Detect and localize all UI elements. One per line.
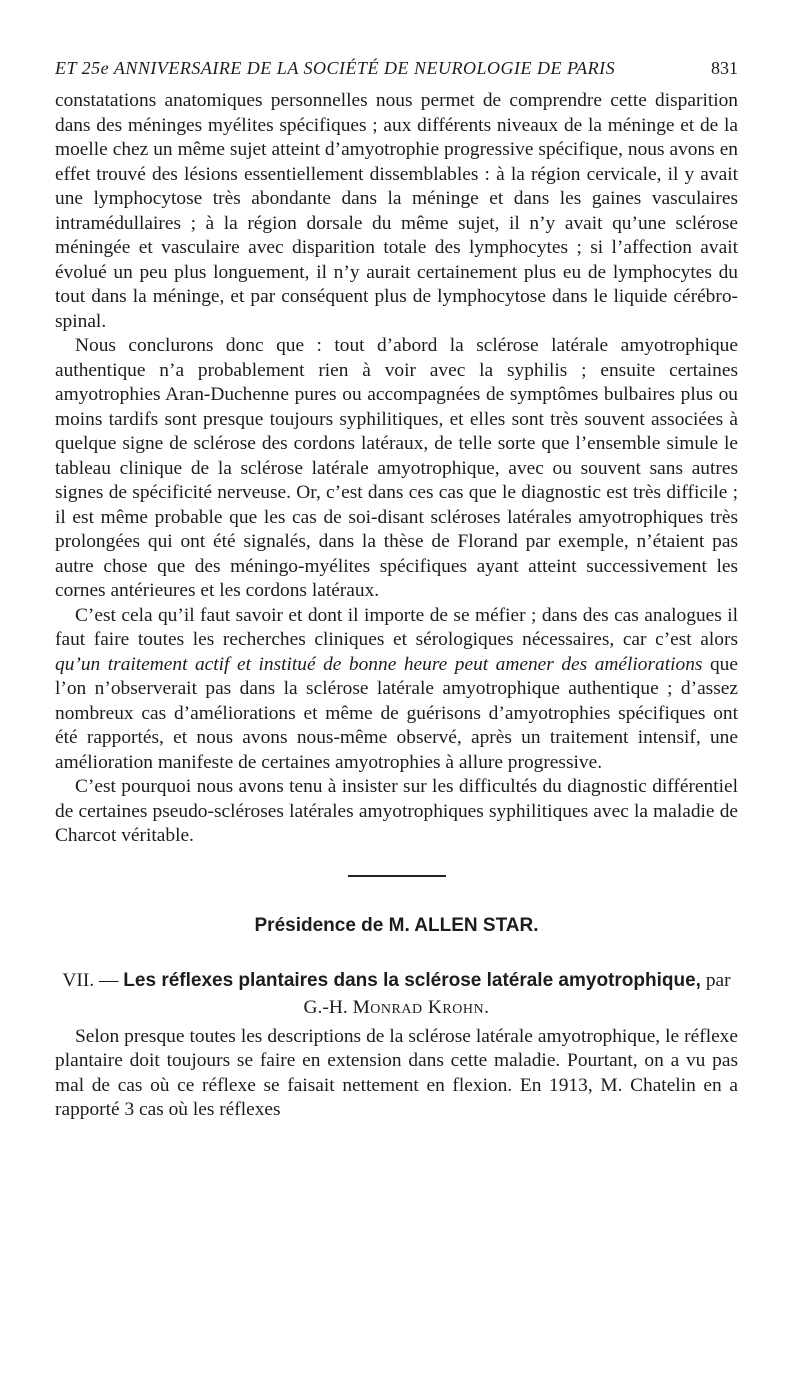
paragraph-3-after: que l’on n’observerait pas dans la sclérose latérale amyotrophique authentique ; d’assez nombreux cas d’améliorations et même de guérisons d’amyotrophies spécifiques ont été rapportés, et nous avons nous-même observé, après un traitement intensif, une amélioration manifeste de certaines amyotrophies à allure progressive.	[55, 653, 738, 773]
page-number: 831	[711, 58, 738, 78]
section-by: par G.-H.	[303, 969, 731, 1018]
presidence-heading: Présidence de M. ALLEN STAR.	[254, 914, 539, 936]
article-body	[55, 89, 738, 1123]
paragraph-4: C’est pourquoi nous avons tenu à insister sur les difficultés du diagnostic différentiel de certaines pseudo-scléroses latérales amyotrophiques syphilitiques avec la maladie de Charcot véritable.	[55, 776, 738, 846]
paragraph-5: Selon presque toutes les descriptions de la sclérose latérale amyotrophique, le réflexe plantaire doit toujours se faire en extension dans cette maladie. Pourtant, on a vu pas mal de cas où ce réflexe se faisait nettement en flexion. En 1913, M. Chatelin en a rapporté 3 cas où les réflexes	[55, 1025, 738, 1120]
section-heading	[55, 967, 738, 1021]
paragraph-3-before: C’est cela qu’il faut savoir et dont il importe de se méfier ; dans des cas analogues il faut faire toutes les recherches cliniques et sérologiques nécessaires, car c’est alors	[55, 604, 738, 650]
paragraph-2: Nous conclurons donc que : tout d’abord la sclérose latérale amyotrophique authentique n’a probablement rien à voir avec la syphilis ; ensuite certaines amyotrophies Aran-Duchenne pures ou accompagnées de symptômes bulbaires plus ou moins tardifs sont presque toujours syphilitiques, et elles sont très souvent associées à quelque signe de sclérose des cordons latéraux, de telle sorte que l’ensemble simule le tableau clinique de la sclérose latérale amyotrophique, avec ou souvent sans autres signes de spécificité nerveuse. Or, c’est dans ces cas que le diagnostic est très difficile ; il est même probable que les cas de soi-disant scléroses latérales amyotrophiques très prolongées qui ont été signalés, dans la thèse de Florand par exemple, n’étaient pas autre chose que des méningo-myélites spécifiques ayant atteint successivement les cornes antérieures et les cordons latéraux.	[55, 335, 738, 601]
paragraph-1: constatations anatomiques personnelles nous permet de comprendre cette disparition dans des méninges myélites spécifiques ; aux différents niveaux de la méninge et de la moelle chez un même sujet atteint d’amyotrophie progressive spécifique, nous avons en effet trouvé des lésions essentiellement dissemblables : à la région cervicale, il y avait une lymphocytose très abondante dans la méninge et dans les gaines vasculaires intramédullaires ; à la région dorsale du même sujet, il n’y avait qu’une sclérose méningée et vasculaire avec disparition totale des lymphocytes ; si l’affection avait évolué un peu plus longuement, il n’y aurait certainement plus eu de lymphocytes du tout dans la méninge, et par conséquent plus de lymphocytose dans le liquide cérébro-spinal.	[55, 90, 738, 332]
paragraph-3	[55, 604, 738, 776]
section-number: VII. —	[62, 969, 119, 991]
section-divider	[348, 875, 446, 877]
running-title: ET 25e ANNIVERSAIRE DE LA SOCIÉTÉ DE NEUROLOGIE DE PARIS	[55, 58, 616, 78]
paragraph-3-italic: qu’un traitement actif et institué de bonne heure peut amener des améliorations	[55, 653, 703, 675]
running-header	[55, 58, 738, 79]
section-title: Les réflexes plantaires dans la sclérose latérale amyotrophique,	[123, 969, 701, 991]
page	[55, 58, 738, 1123]
section-author: Monrad Krohn.	[352, 996, 490, 1018]
